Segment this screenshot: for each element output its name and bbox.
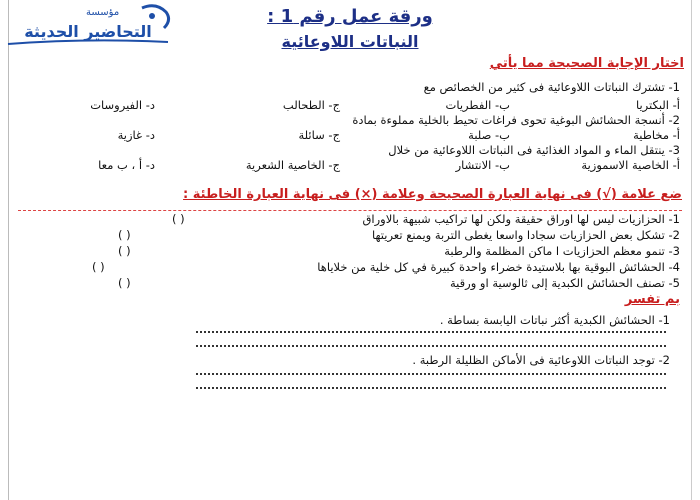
q1-option-d: د- الفيروسات: [90, 98, 155, 112]
question-1: 1- تشترك النباتات اللاوعائية فى كثير من الخصائص مع: [423, 80, 680, 94]
true-false-heading: ضع علامة (√) فى نهاية العبارة الصحيحة وعلامة (×) فى نهاية العبارة الخاطئة :: [183, 187, 682, 202]
q2-option-d: د- غازية: [117, 128, 155, 142]
tf-statement-5: 5- تصنف الحشائش الكبدية إلى ثالوسية او ورقية: [450, 276, 680, 290]
answer-line-1a[interactable]: [196, 331, 666, 333]
q1-option-c: ج- الطحالب: [282, 98, 340, 112]
page-border-left: [8, 0, 9, 500]
explain-item-1: 1- الحشائش الكبدية أكثر نباتات اليابسة بساطة .: [439, 313, 670, 327]
q3-option-c: ج- الخاصية الشعرية: [245, 158, 340, 172]
tf-answer-box-4[interactable]: ( ): [92, 260, 105, 274]
explain-heading: بم تفسر: [624, 292, 680, 307]
question-3: 3- ينتقل الماء و المواد الغذائية فى النباتات اللاوعائية من خلال: [388, 143, 680, 157]
worksheet-title: ورقة عمل رقم 1 :: [267, 6, 433, 27]
q2-option-b: ب- صلبة: [468, 128, 510, 142]
q2-option-c: ج- سائلة: [298, 128, 340, 142]
tf-answer-box-5[interactable]: ( ): [118, 276, 131, 290]
answer-line-2b[interactable]: [196, 387, 666, 389]
tf-statement-3: 3- تنمو معظم الحزازيات ا ماكن المظلمة والرطبة: [444, 244, 680, 258]
q3-option-d: د- أ ، ب معا: [98, 158, 155, 172]
tf-answer-box-1[interactable]: ( ): [172, 212, 185, 226]
tf-statement-2: 2- تشكل بعض الحزازيات سجادا واسعا يغطى التربة ويمنع تعريتها: [371, 228, 680, 242]
logo-subtext: مؤسسة: [86, 7, 120, 18]
explain-item-2: 2- توجد النباتات اللاوعائية فى الأماكن الظليلة الرطبة .: [412, 353, 670, 367]
page-border-right: [691, 0, 692, 500]
answer-line-1b[interactable]: [196, 345, 666, 347]
answer-line-2a[interactable]: [196, 373, 666, 375]
question-2: 2- أنسجة الحشائش البوغية تحوى فراغات تحيط بالخلية مملوءة بمادة: [352, 113, 680, 127]
q3-option-b: ب- الانتشار: [455, 158, 510, 172]
tf-answer-box-2[interactable]: ( ): [118, 228, 131, 242]
q1-option-b: ب- الفطريات: [445, 98, 510, 112]
logo-text: التحاضير الحديثة: [24, 22, 152, 41]
q1-option-a: أ- البكتريا: [635, 98, 680, 112]
tf-statement-4: 4- الحشائش البوقية بها بلاستيدة خضراء واحدة كبيرة في كل خلية من خلاياها: [317, 260, 680, 274]
mcq-heading: اختار الإجابة الصحيحة مما يأتي: [489, 56, 684, 71]
section-divider: [18, 210, 682, 211]
q3-option-a: أ- الخاصية الاسموزية: [581, 158, 680, 172]
q2-option-a: أ- مخاطية: [633, 128, 680, 142]
tf-statement-1: 1- الحزازيات ليس لها اوراق حقيقة ولكن لها تراكيب شبيهة بالاوراق: [362, 212, 680, 226]
tf-answer-box-3[interactable]: ( ): [118, 244, 131, 258]
worksheet-subtitle: النباتات اللاوعائية: [281, 32, 419, 51]
